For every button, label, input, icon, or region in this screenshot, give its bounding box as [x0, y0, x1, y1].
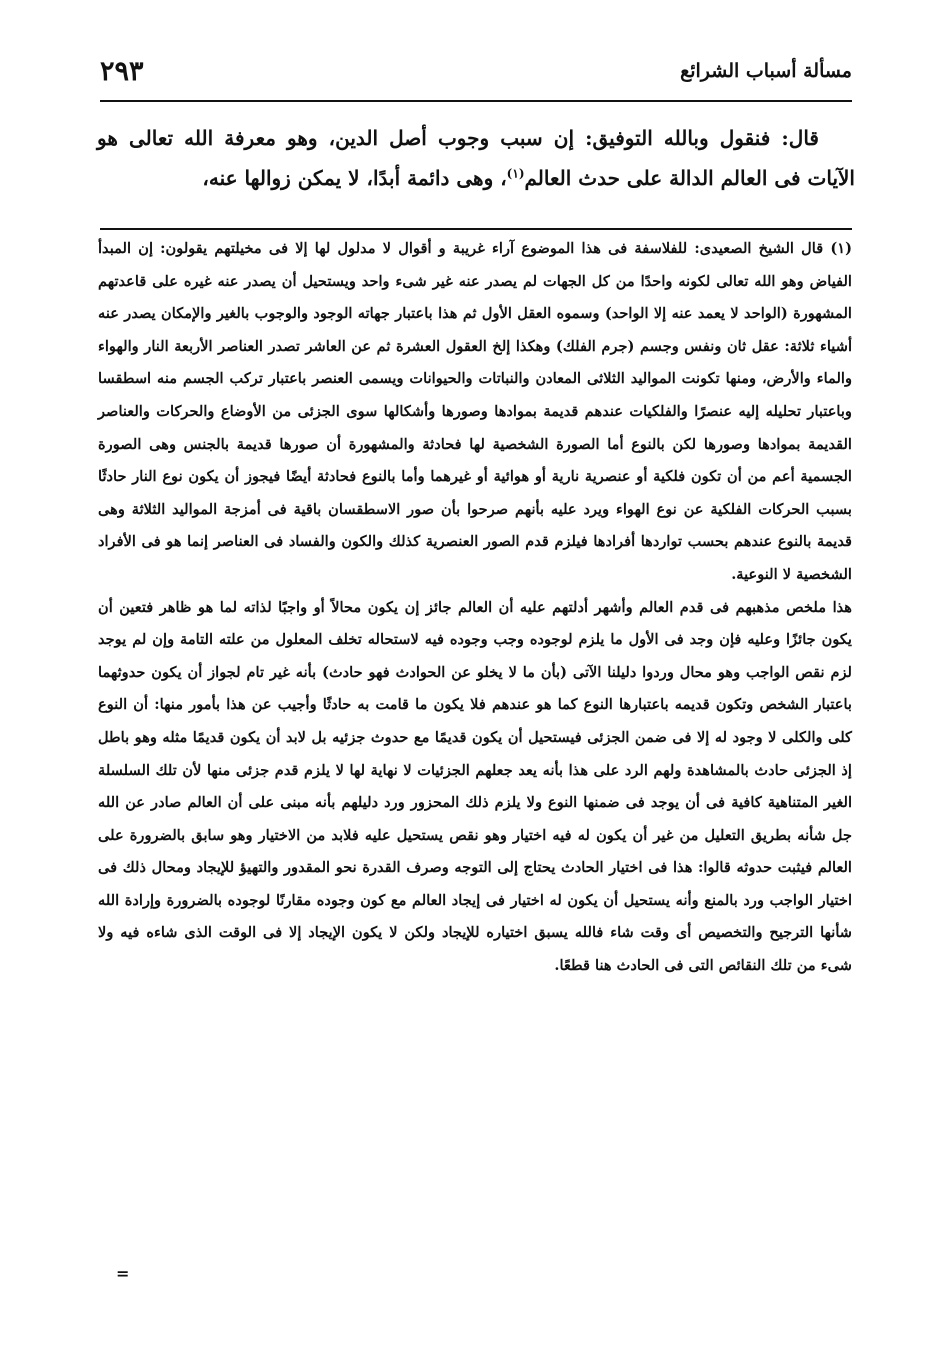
main-text-end: ، وهى دائمة أبدًا، لا يمكن زوالها عنه، — [202, 166, 507, 190]
footnote-paragraph-2: هذا ملخص مذهبهم فى قدم العالم وأشهر أدلتهم عليه أن العالم جائز إن يكون محالاً أو واجبًا لذاته لما هو ظاهر فتعين أن يكون جائزًا وعليه فإن وجد فى الأول ما يلزم لوجوده وجب وجوده فيه لاستحاله تخلف المعلول من علته التامة وإن لم يوجد لزم نقص الواجب وهو محال وردوا دليلنا الآتى (بأن ما لا يخلو عن الحوادث فهو حادث) بأنه غير تام لجواز أن يكون حدوثهما باعتبار الشخص وتكون قديمه باعتبارها النوع كما هو عندهم فلا يكون ما قامت به حادثًا وأجيب عن هذا بأمور منها: أن النوع كلى والكلى لا وجود له إلا فى ضمن الجزئى فيستحيل أن يكون قديمًا مع حدوث جزئيه بل لابد أن يكون قديمًا مثله وهو باطل إذ الجزئى حادث بالمشاهدة ولهم الرد على هذا بأنه يعد جعلهم الجزئيات لا نهاية لها لا يلزم قدم جزئى منها لأن تلك السلسلة الغير المتناهية كافية فى أن يوجد فى ضمنها النوع ولا يلزم ذلك المحزور ورد دليلهم بأنه مبنى على أن العالم صادر عن الله جل شأنه بطريق التعليل من غير أن يكون له فيه اختيار وهو نقص يستحيل عليه فلابد من الاختيار وهو سابق بالضرورة على العالم فيثبت حدوثه قالوا: هذا فى اختيار الحادث يحتاج إلى التوجه وصرف القدرة نحو المقدور والتهيؤ للإيجاد ومحال ذلك فى اختيار الواجب ورد بالمنع وأنه يستحيل أن يكون له اختيار فى إيجاد العالم مع كون وجوده مقارنًا لوجوده بالضرورة وإرادة الله شأنها الترجيح والتخصيص أى وقت شاء فالله يسبق اختياره للإيجاد ولكن لا يكون الإيجاد إلا فى الوقت الذى شاءه فيه ولا شىء من تلك النقائص التى فى الحادث هنا قطعًا. — [98, 598, 852, 975]
footnote-separator — [100, 228, 852, 230]
header-rule — [100, 100, 852, 102]
main-paragraph — [97, 118, 855, 198]
page-number: ٢٩٣ — [100, 56, 144, 87]
footnote-block — [98, 233, 852, 983]
running-header — [100, 56, 852, 100]
main-text — [97, 118, 855, 198]
continuation-mark: = — [116, 1264, 130, 1283]
main-text-start: قال: فنقول وبالله التوفيق: إن سبب وجوب أصل الدين، وهو معرفة الله تعالى هو الآيات فى العالم الدالة على حدث العالم — [97, 126, 855, 190]
footnote-reference: (١) — [506, 166, 525, 181]
chapter-title: مسألة أسباب الشرائع — [680, 60, 852, 82]
footnote-paragraph-1: (١) قال الشيخ الصعيدى: للفلاسفة فى هذا الموضوع آراء غريبة و أقوال لا مدلول لها إلا فى مخيلتهم يقولون: إن المبدأ الفياض وهو الله تعالى لكونه واحدًا من كل الجهات لم يصدر عنه غير شىء واحد ويستحيل أن يصدر عنه غيره على قاعدتهم المشهورة (الواحد لا يعمد عنه إلا الواحد) وسموه العقل الأول ثم هذا باعتبار جهاته الوجود والوجوب بالغير والإمكان يصدر عنه أشياء ثلاثة: عقل ثان ونفس وجسم (جرم الفلك) وهكذا إلخ العقول العشرة ثم عن العاشر تصدر العناصر الأربعة النار والهواء والماء والأرض، ومنها تكونت المواليد الثلاثى المعادن والنباتات والحيوانات ويسمى العنصر باعتبار تركب الجسم منه اسطقسا وباعتبار تحليله إليه عنصرًا والفلكيات عندهم قديمة بموادها وصورها وأشكالها سوى الجزئى من الأوضاع والحركات والعناصر القديمة بموادها وصورها لكن بالنوع أما الصورة الشخصية لها فحادثة والمشهورة أن صورها قديمة بالجنس وهى الصورة الجسمية أعم من أن تكون فلكية أو عنصرية نارية أو هوائية أو غيرهما وأما بالنوع فحادثة أيضًا فيجوز أن يكون نوع النار حادثًا بسبب الحركات الفلكية عن نوع الهواء ويرد عليه بأنهم صرحوا بأن صور الاسطقسان باقية فى أمزجة المواليد الثلاثة وهى قديمة بالنوع عندهم بحسب تواردها أفرادها فيلزم قدم الصور العنصرية كذلك والكون والفساد فى العناصر إنما هو فى الأفراد الشخصية لا النوعية. — [98, 240, 852, 583]
